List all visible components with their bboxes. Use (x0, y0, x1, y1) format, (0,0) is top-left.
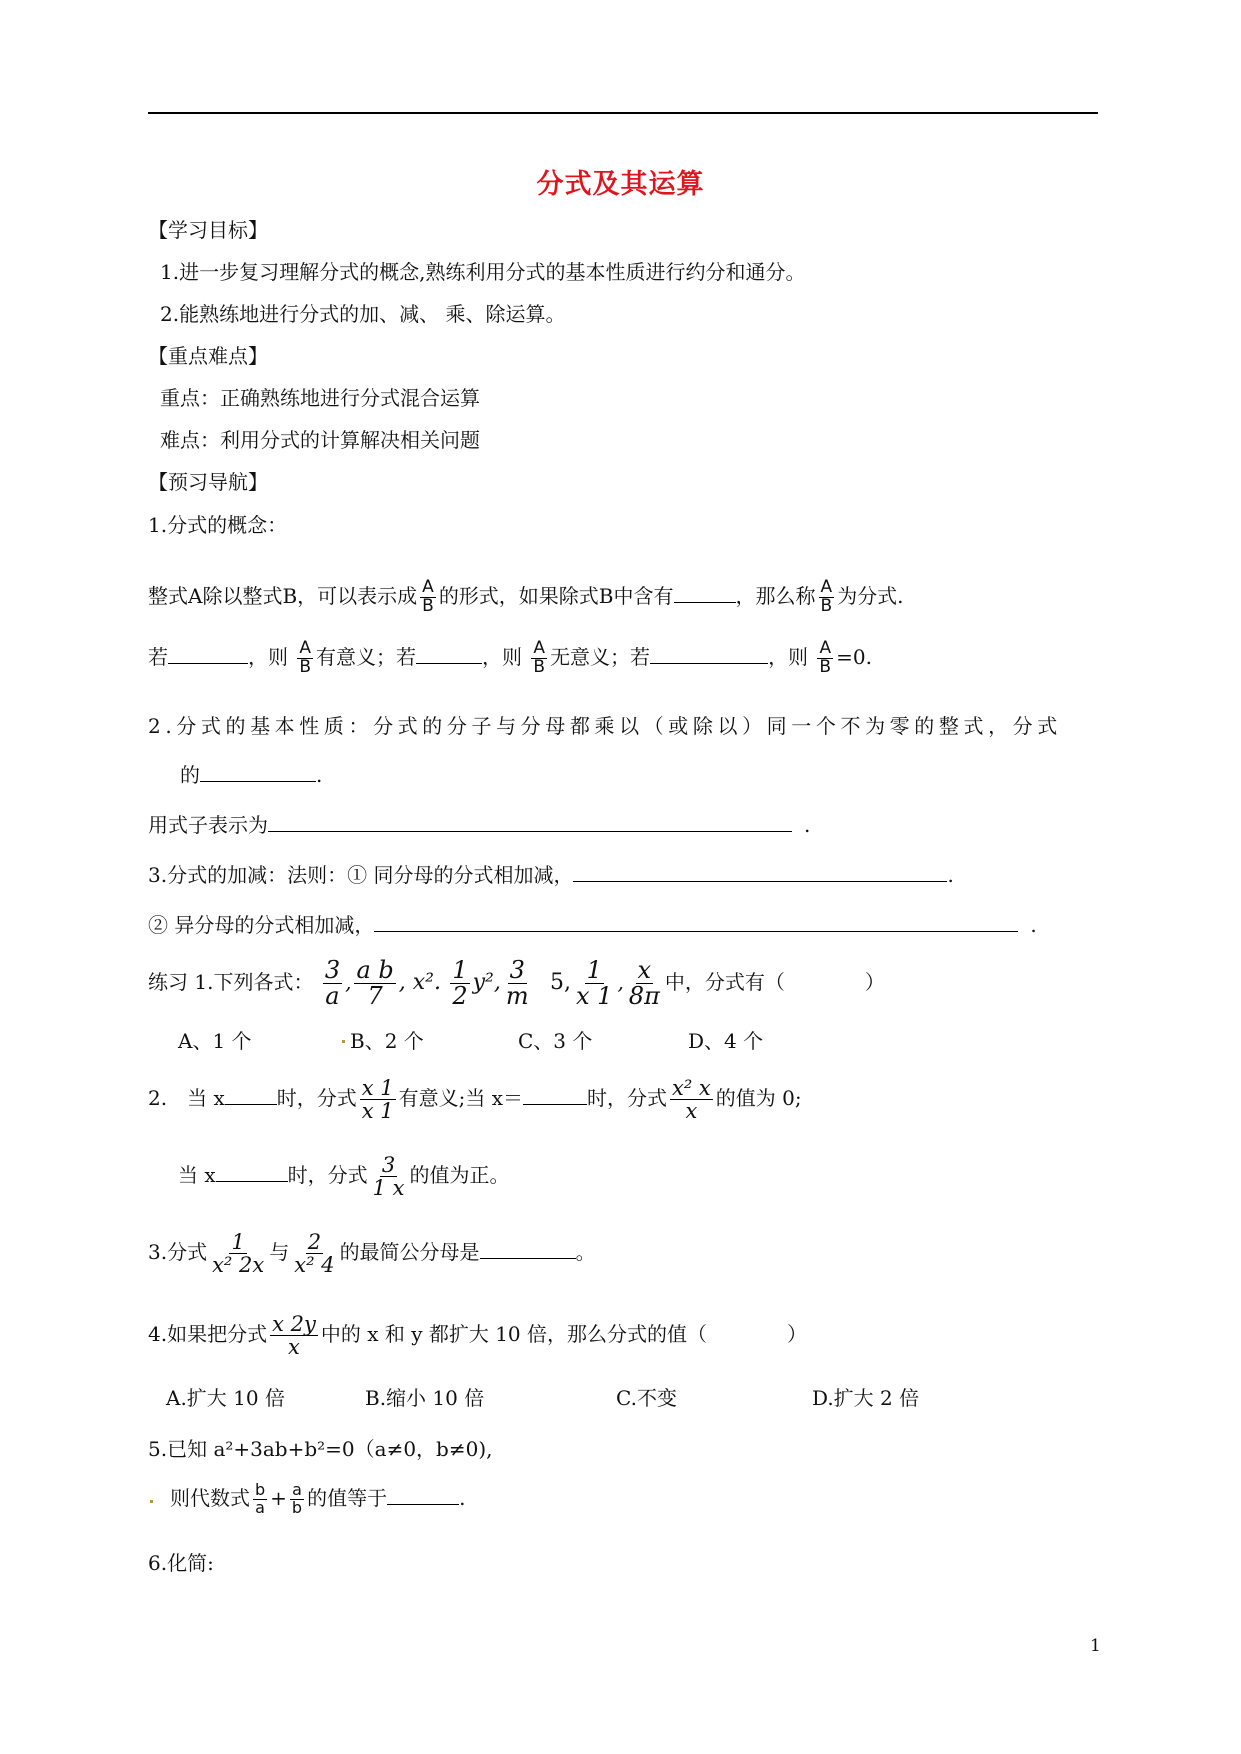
exercise-6: 6.化简: (148, 1551, 214, 1575)
choice-a[interactable]: A.扩大 10 倍 (166, 1386, 285, 1410)
exercise-1: 练习 1.下列各式： $\frac{3}{a}$ , $\frac{\text{a b}}{7}$ , x². $\frac{1}{2}$ y², $\frac{3}{m}$ 5, $\frac{1}{x 1}$ , $\frac{x}{8\pi}$ 中，分式有（ ） (148, 955, 885, 1010)
choice-a[interactable]: A、1 个 (178, 1029, 252, 1053)
exercise-5-line-2 (170, 1468, 465, 1528)
hard-point: 难点：利用分式的计算解决相关问题 (160, 428, 480, 452)
concept-line (148, 568, 904, 624)
answer-blank[interactable] (523, 1084, 587, 1105)
fraction: $\frac{2}{\text{x² 4}}$ (294, 1229, 335, 1277)
term-five: 5, (550, 970, 571, 995)
text-ze: ，则 (768, 645, 809, 669)
text-ze: ，则 (482, 645, 523, 669)
text-addition-rule-1: 3.分式的加减：法则：① 同分母的分式相加减， (148, 863, 574, 887)
addition2-line (148, 911, 1037, 938)
exercise-3-text-2: 与 (269, 1240, 290, 1264)
concept-text-3: ，那么称 (735, 584, 816, 608)
answer-blank[interactable] (225, 1084, 277, 1105)
choice-d[interactable]: D、4 个 (688, 1029, 764, 1053)
addition-line (148, 861, 954, 888)
property-line-2 (180, 761, 322, 788)
fraction: $\frac{3}{m}$ (505, 955, 529, 1010)
plus-sign: + (270, 1486, 287, 1510)
exercise-2b (178, 1145, 510, 1205)
text-period: . (804, 813, 811, 837)
page-number: 1 (1090, 1636, 1101, 1656)
page-title: 分式及其运算 (536, 169, 705, 200)
concept-text-4: 为分式. (837, 584, 904, 608)
choice-c[interactable]: C.不变 (616, 1386, 677, 1410)
fraction: $\frac{a}{b}$ (291, 1480, 303, 1517)
stray-dot (150, 1500, 153, 1503)
exercise-1-lead: 练习 1.下列各式： (148, 970, 314, 994)
text-formula: 用式子表示为 (148, 813, 268, 837)
answer-blank[interactable] (416, 643, 482, 664)
answer-blank[interactable] (200, 761, 316, 782)
answer-blank[interactable] (387, 1484, 459, 1505)
answer-blank[interactable] (374, 911, 1018, 932)
answer-blank[interactable] (268, 811, 792, 832)
fraction: $\frac{1}{x 1}$ (576, 955, 613, 1010)
term-x-squared: , x². (398, 970, 441, 995)
exercise-5-line-1: 5.已知 a²+3ab+b²=0（a≠0，b≠0), (148, 1437, 493, 1461)
text-addition-rule-2: ② 异分母的分式相加减， (148, 913, 375, 937)
fraction-a-over-b: $\frac{A}{B}$ (819, 638, 832, 677)
goal-2: 2.能熟练地进行分式的加、减、 乘、除运算。 (160, 302, 566, 326)
fraction: $\frac{1}{2}$ (452, 955, 468, 1010)
fraction: $\frac{1}{\text{x² 2x}}$ (212, 1229, 265, 1277)
choice-b[interactable]: B.缩小 10 倍 (365, 1386, 485, 1410)
exercise-5-text-3: . (459, 1486, 466, 1510)
text-period: . (316, 763, 323, 787)
exercise-4 (148, 1304, 807, 1364)
exercise-4-text-1: 4.如果把分式 (148, 1322, 268, 1346)
exercise-2-text-1: 2. 当 x (148, 1086, 225, 1110)
exercise-2-text-2: 时，分式 (276, 1086, 357, 1110)
answer-blank[interactable] (573, 861, 947, 882)
text-period: . (947, 863, 954, 887)
property-line-1: 2.分式的基本性质：分式的分子与分母都乘以（或除以）同一个不为零的整式，分式 (148, 714, 1062, 738)
concept-text-1: 整式A除以整式B，可以表示成 (148, 584, 418, 608)
exercise-2 (148, 1068, 802, 1128)
exercise-2-text-4: 时，分式 (586, 1086, 667, 1110)
term-y-squared: y², (472, 970, 501, 995)
exercise-3-text-3: 的最简公分母是 (339, 1240, 480, 1264)
answer-blank[interactable] (650, 643, 768, 664)
text-period: . (1030, 913, 1037, 937)
fraction: $\frac{\text{a b}}{7}$ (356, 955, 394, 1010)
section-goals: 【学习目标】 (148, 218, 268, 242)
exercise-5-text-2: 的值等于 (307, 1486, 388, 1510)
choice-d[interactable]: D.扩大 2 倍 (812, 1386, 920, 1410)
goal-1: 1.进一步复习理解分式的概念,熟练利用分式的基本性质进行约分和通分。 (160, 260, 806, 284)
fraction: $\frac{3}{a}$ (324, 955, 341, 1010)
exercise-2b-text-3: 的值为正。 (409, 1163, 510, 1187)
exercise-2-text-5: 的值为 0; (715, 1086, 802, 1110)
exercise-3 (148, 1222, 596, 1282)
fraction: $\frac{3}{1 x}$ (372, 1152, 405, 1200)
text-meaningful: 有意义；若 (316, 645, 417, 669)
fraction-a-over-b: $\frac{A}{B}$ (299, 638, 312, 677)
fraction: $\frac{x 2y}{x}$ (272, 1311, 316, 1359)
exercise-5-text-1: 则代数式 (170, 1486, 250, 1510)
section-key: 【重点难点】 (148, 344, 268, 368)
answer-blank[interactable] (480, 1238, 576, 1259)
fraction-a-over-b: $\frac{A}{B}$ (422, 577, 434, 616)
key-point: 重点：正确熟练地进行分式混合运算 (160, 386, 480, 410)
answer-blank[interactable] (216, 1161, 288, 1182)
fraction-a-over-b: $\frac{A}{B}$ (820, 577, 833, 616)
concept-heading: 1.分式的概念： (148, 513, 288, 537)
fraction: $\frac{\text{x² x}}{x}$ (671, 1075, 711, 1123)
concept-text-2: 的形式，如果除式B中含有 (438, 584, 674, 608)
exercise-3-text-4: 。 (575, 1240, 596, 1264)
formula-line (148, 811, 810, 838)
condition-line (148, 629, 872, 685)
fraction: $\frac{x 1}{x 1}$ (361, 1075, 394, 1123)
answer-blank[interactable] (168, 643, 248, 664)
fraction: $\frac{b}{a}$ (255, 1480, 266, 1517)
choice-c[interactable]: C、3 个 (518, 1029, 593, 1053)
fraction: $\frac{x}{8\pi}$ (628, 955, 660, 1010)
fraction-a-over-b: $\frac{A}{B}$ (533, 638, 546, 677)
text-ruo: 若 (148, 645, 168, 669)
choice-b[interactable]: B、2 个 (350, 1029, 424, 1053)
exercise-2b-text-1: 当 x (178, 1163, 216, 1187)
answer-blank[interactable] (674, 582, 736, 603)
section-preview: 【预习导航】 (148, 470, 268, 494)
text-equals-zero: =0. (836, 645, 872, 669)
exercise-1-tail: 中，分式有（ ） (664, 970, 885, 994)
stray-dot (342, 1040, 345, 1043)
exercise-2-text-3: 有意义;当 x＝ (398, 1086, 523, 1110)
text-de: 的 (180, 763, 200, 787)
header-rule (148, 112, 1098, 114)
exercise-4-text-2: 中的 x 和 y 都扩大 10 倍，那么分式的值（ ） (320, 1322, 808, 1346)
exercise-2b-text-2: 时，分式 (287, 1163, 368, 1187)
exercise-3-text-1: 3.分式 (148, 1240, 208, 1264)
text-meaningless: 无意义；若 (550, 645, 651, 669)
text-ze: ，则 (248, 645, 288, 669)
